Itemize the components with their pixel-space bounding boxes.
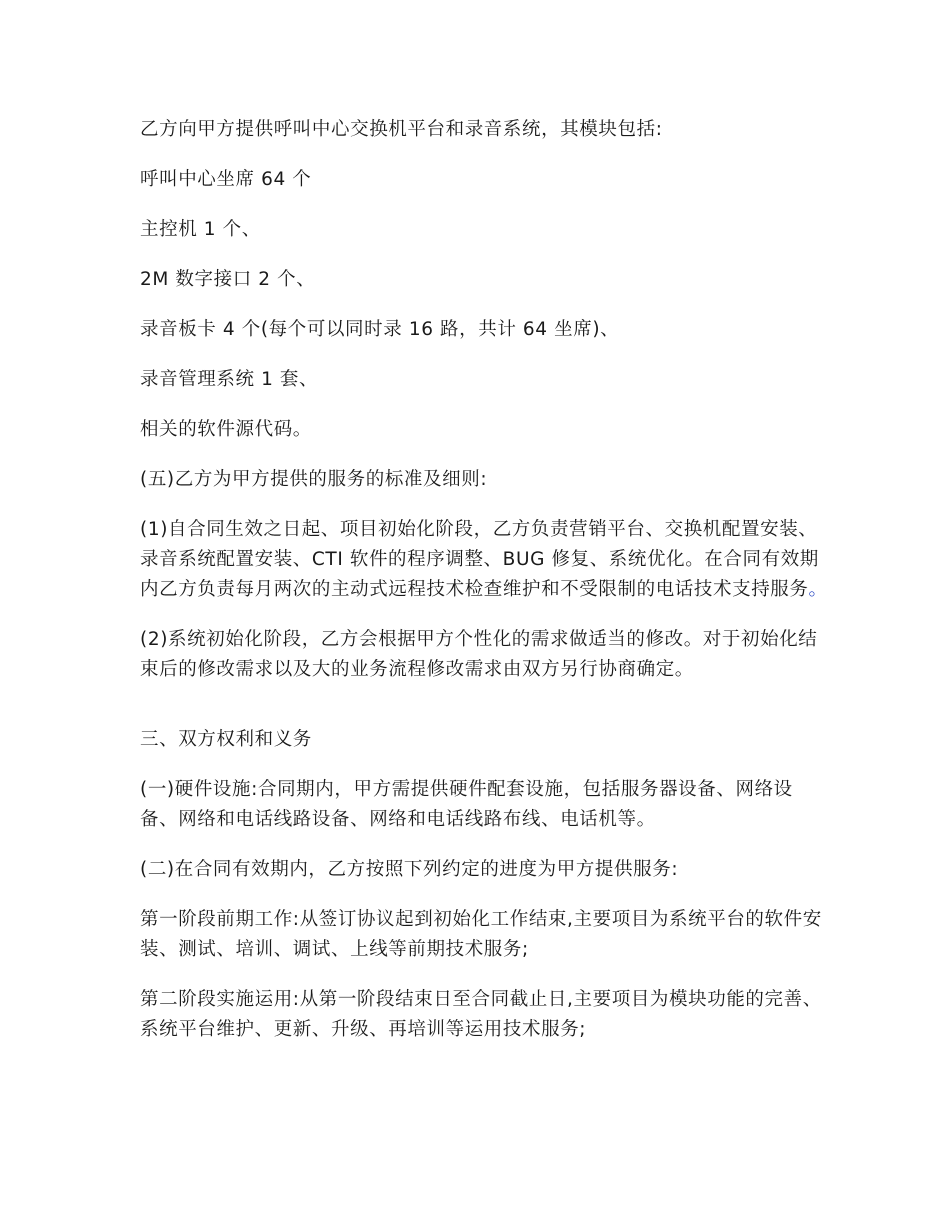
service-clause-1-end-mark: 。 (808, 579, 828, 600)
service-standards-heading: (五)乙方为甲方提供的服务的标准及细则: (140, 469, 488, 490)
hardware-clause: (一)硬件设施:合同期内，甲方需提供硬件配套设施，包括服务器设备、网络设备、网络和电话线路设备、网络和电话线路布线、电话机等。 (140, 779, 793, 830)
module-item-recording-system: 录音管理系统 1 套、 (140, 369, 319, 390)
service-clause-1-text: (1)自合同生效之日起、项目初始化阶段，乙方负责营销平台、交换机配置安装、录音系统配置安装、CTI 软件的程序调整、BUG 修复、系统优化。在合同有效期内乙方负责每月两次的主动式远程技术检查维护和不受限制的电话技术支持服务 (140, 519, 819, 600)
service-clause-1 (140, 515, 830, 605)
section-heading-rights-obligations: 三、双方权利和义务 (140, 729, 312, 750)
service-clause-2: (2)系统初始化阶段，乙方会根据甲方个性化的需求做适当的修改。对于初始化结束后的修改需求以及大的业务流程修改需求由双方另行协商确定。 (140, 629, 818, 680)
module-item-seats: 呼叫中心坐席 64 个 (140, 169, 312, 190)
module-item-recording-cards: 录音板卡 4 个(每个可以同时录 16 路，共计 64 坐席)、 (140, 319, 620, 340)
module-item-host: 主控机 1 个、 (140, 219, 261, 240)
intro-paragraph: 乙方向甲方提供呼叫中心交换机平台和录音系统，其模块包括: (140, 119, 663, 140)
document-page (140, 115, 830, 1065)
phase-two-clause: 第二阶段实施运用:从第一阶段结束日至合同截止日,主要项目为模块功能的完善、系统平台维护、更新、升级、再培训等运用技术服务; (140, 989, 822, 1040)
module-item-digital-interface: 2M 数字接口 2 个、 (140, 269, 316, 290)
module-item-source-code: 相关的软件源代码。 (140, 419, 312, 440)
schedule-clause: (二)在合同有效期内，乙方按照下列约定的进度为甲方提供服务: (140, 859, 679, 880)
phase-one-clause: 第一阶段前期工作:从签订协议起到初始化工作结束,主要项目为系统平台的软件安装、测试、培训、调试、上线等前期技术服务; (140, 909, 822, 960)
